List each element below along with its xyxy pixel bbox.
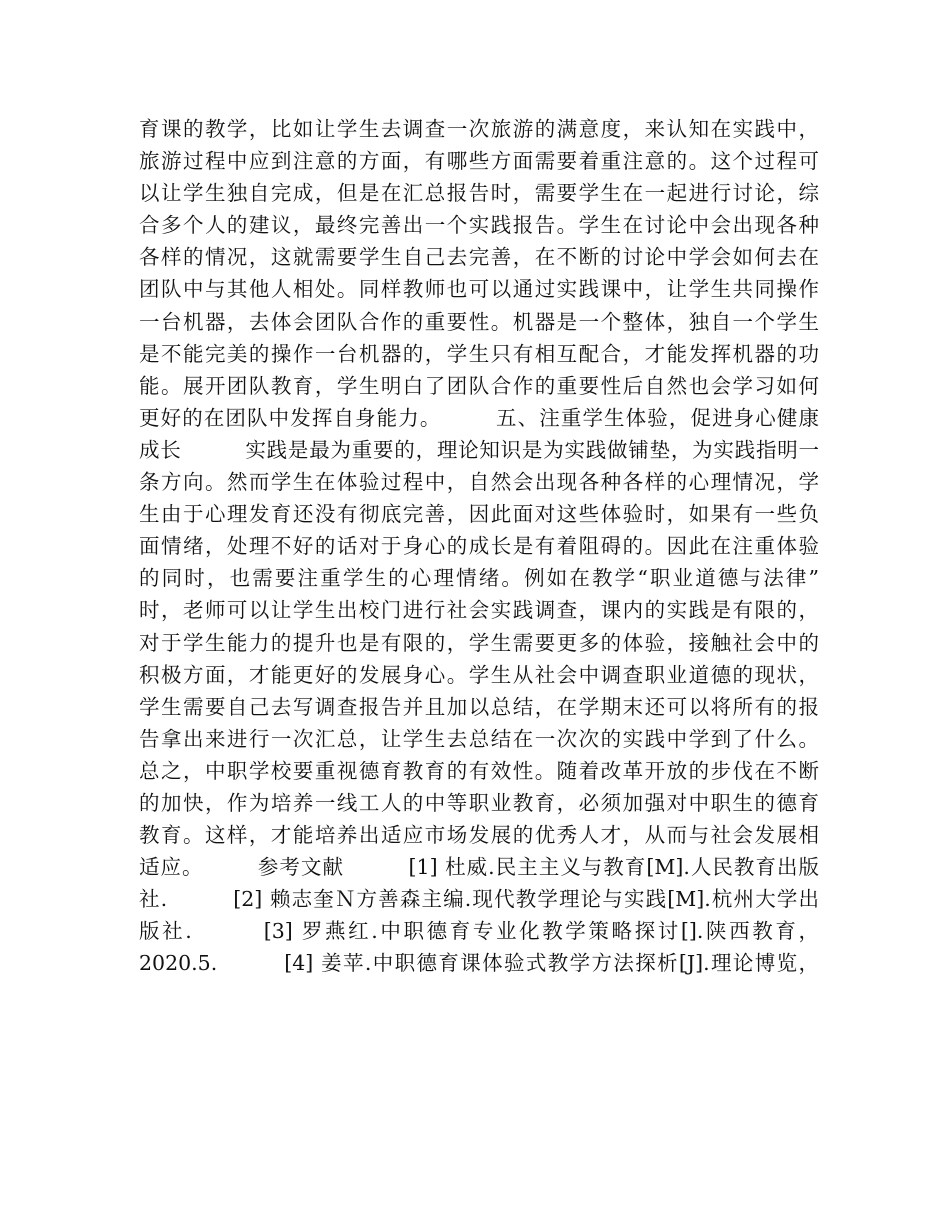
text-line: 积极方面，才能更好的发展身心。学生从社会中调查职业道德的现状， (139, 662, 819, 687)
text-line: 总之，中职学校要重视德育教育的有效性。随着改革开放的步伐在不断 (139, 758, 819, 783)
text-line: 学生需要自己去写调查报告并且加以总结，在学期末还可以将所有的报 (139, 694, 819, 719)
text-line: 各样的情况，这就需要学生自己去完善，在不断的讨论中学会如何去在 (139, 245, 819, 270)
text-line: 旅游过程中应到注意的方面，有哪些方面需要着重注意的。这个过程可 (139, 149, 819, 174)
text-line: 条方向。然而学生在体验过程中，自然会出现各种各样的心理情况，学 (139, 470, 819, 495)
text-line: 生由于心理发育还没有彻底完善，因此面对这些体验时，如果有一些负 (139, 502, 819, 527)
text-line: 面情绪，处理不好的话对于身心的成长是有着阻碍的。因此在注重体验 (139, 534, 819, 559)
text-line: 时，老师可以让学生出校门进行社会实践调查，课内的实践是有限的， (139, 598, 819, 623)
text-line: 2020.5. [4] 姜苹.中职德育课体验式教学方法探析[J].理论博览， (139, 951, 819, 976)
text-line: 教育。这样，才能培养出适应市场发展的优秀人才，从而与社会发展相 (139, 823, 819, 848)
text-line: 的同时，也需要注重学生的心理情绪。例如在教学“职业道德与法律” (139, 566, 819, 591)
text-line: 对于学生能力的提升也是有限的，学生需要更多的体验，接触社会中的 (139, 630, 819, 655)
text-line: 告拿出来进行一次汇总，让学生去总结在一次次的实践中学到了什么。 (139, 726, 819, 751)
text-line: 能。展开团队教育，学生明白了团队合作的重要性后自然也会学习如何 (139, 373, 819, 398)
text-line: 版社. [3] 罗燕红.中职德育专业化教学策略探讨[].陕西教育， (139, 919, 819, 944)
text-line: 一台机器，去体会团队合作的重要性。机器是一个整体，独自一个学生 (139, 309, 819, 334)
body-text (139, 113, 819, 980)
text-line: 育课的教学，比如让学生去调查一次旅游的满意度，来认知在实践中， (139, 117, 819, 141)
text-line: 社. [2] 赖志奎Ｎ方善森主编.现代教学理论与实践[M].杭州大学出 (139, 887, 819, 912)
text-line: 适应。 参考文献 [1] 杜威.民主主义与教育[M].人民教育出版 (139, 855, 819, 880)
text-line: 成长 实践是最为重要的，理论知识是为实践做铺垫，为实践指明一 (139, 437, 819, 462)
text-line: 以让学生独自完成，但是在汇总报告时，需要学生在一起进行讨论，综 (139, 181, 819, 206)
text-line: 更好的在团队中发挥自身能力。 五、注重学生体验，促进身心健康 (139, 405, 819, 430)
text-line: 的加快，作为培养一线工人的中等职业教育，必须加强对中职生的德育 (139, 790, 819, 815)
text-line: 团队中与其他人相处。同样教师也可以通过实践课中，让学生共同操作 (139, 277, 819, 302)
text-line: 合多个人的建议，最终完善出一个实践报告。学生在讨论中会出现各种 (139, 213, 819, 238)
text-line: 是不能完美的操作一台机器的，学生只有相互配合，才能发挥机器的功 (139, 341, 819, 366)
